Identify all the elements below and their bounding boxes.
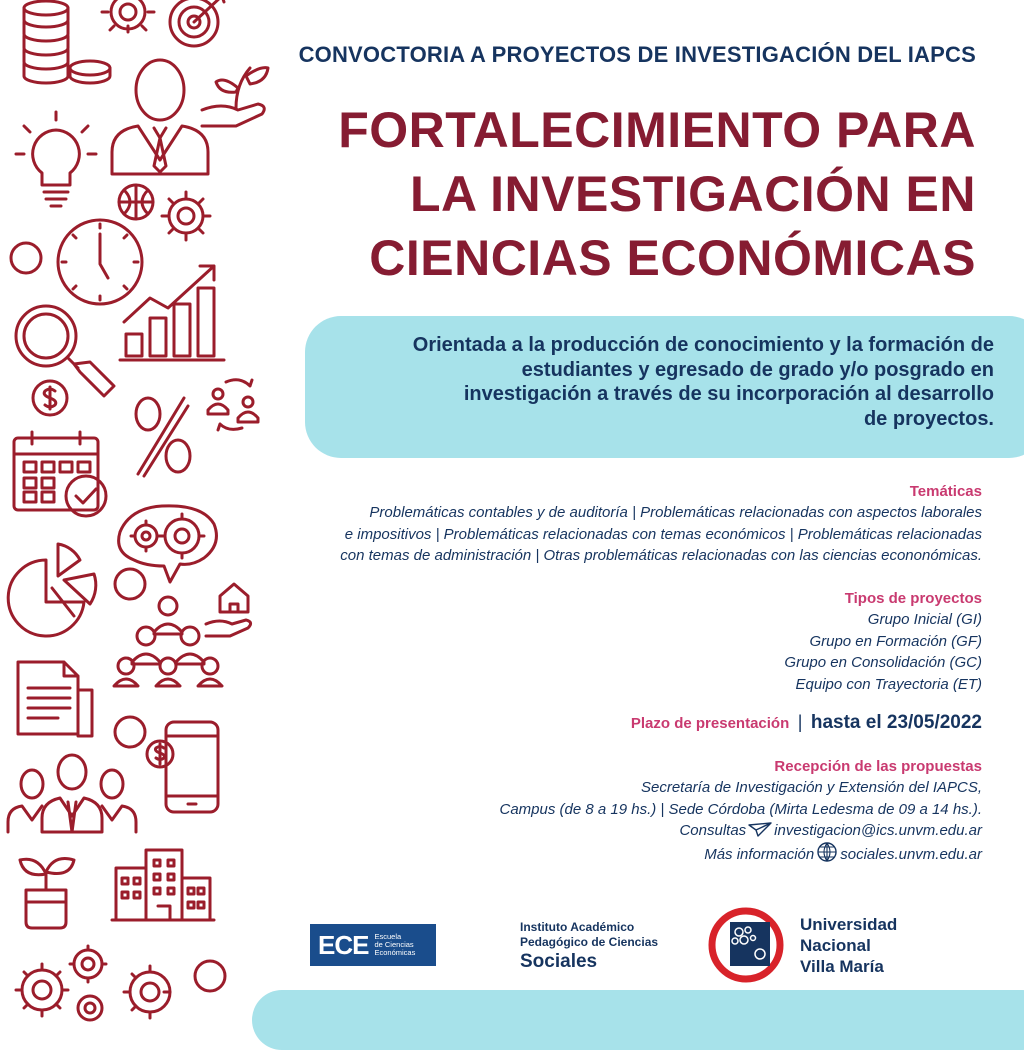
percent-icon bbox=[130, 392, 196, 478]
consultas-label: Consultas bbox=[679, 822, 747, 839]
recepcion-line: Secretaría de Investigación y Extensión del IAPCS, bbox=[640, 779, 982, 796]
recepcion-section bbox=[500, 757, 983, 865]
unvm-name bbox=[800, 914, 897, 977]
title-line: LA INVESTIGACIÓN EN bbox=[409, 166, 976, 222]
tipo-item: Grupo en Consolidación (GC) bbox=[784, 654, 982, 671]
dollar-coin-icon bbox=[30, 378, 70, 418]
unvm-emblem-icon bbox=[706, 904, 790, 986]
plant-hand-icon bbox=[196, 58, 276, 138]
circle-dot bbox=[192, 958, 228, 994]
target-icon bbox=[164, 0, 234, 55]
title-line: FORTALECIMIENTO PARA bbox=[338, 102, 976, 158]
icon-column bbox=[0, 0, 290, 1024]
ece-sub-line: Económicas bbox=[374, 948, 416, 957]
paper-plane-icon bbox=[748, 822, 772, 838]
unvm-line: Nacional bbox=[800, 936, 871, 955]
iapcs-line: Instituto Académico bbox=[520, 920, 635, 934]
tematicas-title: Temáticas bbox=[909, 483, 982, 500]
recepcion-title: Recepción de las propuestas bbox=[774, 758, 982, 775]
buildings-icon bbox=[110, 848, 216, 924]
plant-pot-icon bbox=[16, 850, 86, 930]
unvm-line: Universidad bbox=[800, 915, 898, 934]
recepcion-line: Campus (de 8 a 19 hs.) | Sede Córdoba (Mirta Ledesma de 09 a 14 hs.). bbox=[499, 800, 982, 818]
iapcs-line: Sociales bbox=[520, 951, 598, 972]
recepcion-body bbox=[500, 777, 983, 865]
ece-logo-mark: ECE bbox=[318, 929, 369, 960]
tematicas-line: Problemáticas contables y de auditoría | Problemáticas relacionadas con aspectos laborales bbox=[369, 504, 982, 521]
highlight-line: Orientada a la producción de conocimiento y la formación de bbox=[412, 334, 994, 356]
call-subtitle: CONVOCTORIA A PROYECTOS DE INVESTIGACIÓN DEL IAPCS bbox=[298, 42, 976, 67]
growth-chart-icon bbox=[118, 260, 228, 368]
ece-sub-line: de Ciencias bbox=[374, 940, 414, 949]
tipo-item: Equipo con Trayectoria (ET) bbox=[795, 675, 982, 693]
circle-dot bbox=[8, 240, 44, 276]
gear-icon bbox=[158, 188, 214, 244]
info-url[interactable]: sociales.unvm.edu.ar bbox=[840, 845, 982, 863]
tematicas-body bbox=[340, 502, 982, 567]
business-team-icon bbox=[6, 752, 138, 836]
deadline-separator: | bbox=[797, 712, 803, 732]
coins-icon bbox=[18, 0, 113, 85]
iapcs-logo bbox=[520, 920, 700, 974]
bottom-band bbox=[252, 990, 1024, 1050]
unvm-line: Villa María bbox=[800, 957, 884, 976]
ece-logo bbox=[310, 924, 436, 966]
team-icon bbox=[112, 592, 224, 688]
consultas-line bbox=[500, 820, 983, 842]
lightbulb-icon bbox=[16, 112, 96, 212]
highlight-line: de proyectos. bbox=[863, 407, 994, 430]
consultas-email[interactable]: investigacion@ics.unvm.edu.ar bbox=[774, 822, 982, 839]
title-line: CIENCIAS ECONÓMICAS bbox=[369, 230, 976, 286]
calendar-check-icon bbox=[12, 430, 112, 522]
globe-icon bbox=[816, 842, 838, 862]
deadline-value: hasta el 23/05/2022 bbox=[810, 712, 982, 733]
tipo-item: Grupo Inicial (GI) bbox=[867, 611, 982, 628]
tematicas-section bbox=[340, 482, 982, 567]
tipos-section bbox=[784, 589, 982, 695]
deadline bbox=[631, 712, 982, 734]
gear-icon bbox=[100, 0, 156, 40]
highlight-line: estudiantes y egresado de grado y/o posgrado en bbox=[521, 358, 994, 381]
circle-dot bbox=[112, 714, 148, 750]
ece-sub-line: Escuela bbox=[374, 932, 402, 941]
pie-chart-icon bbox=[6, 540, 102, 640]
document-icon bbox=[14, 660, 98, 740]
tematicas-line: con temas de administración | Otras problemáticas relacionadas con las ciencias econonómicas. bbox=[340, 547, 982, 564]
ece-logo-subtitle bbox=[368, 933, 415, 957]
highlight-text bbox=[322, 333, 994, 431]
tipo-item: Grupo en Formación (GF) bbox=[809, 632, 982, 650]
unvm-logo bbox=[706, 904, 966, 986]
tipos-list bbox=[784, 609, 982, 695]
main-title bbox=[300, 98, 976, 290]
highlight-line: investigación a través de su incorporación al desarrollo bbox=[463, 383, 994, 405]
deadline-label: Plazo de presentación bbox=[630, 715, 790, 732]
tipos-title: Tipos de proyectos bbox=[844, 590, 982, 607]
smartphone-icon bbox=[144, 720, 224, 816]
info-label: Más información bbox=[704, 845, 815, 863]
info-line bbox=[500, 842, 983, 866]
gears-icon bbox=[16, 940, 166, 1024]
iapcs-line: Pedagógico de Ciencias bbox=[520, 935, 659, 949]
people-exchange-icon bbox=[204, 376, 264, 432]
tematicas-line: e impositivos | Problemáticas relacionadas con temas económicos | Problemáticas relacionadas bbox=[344, 525, 982, 543]
